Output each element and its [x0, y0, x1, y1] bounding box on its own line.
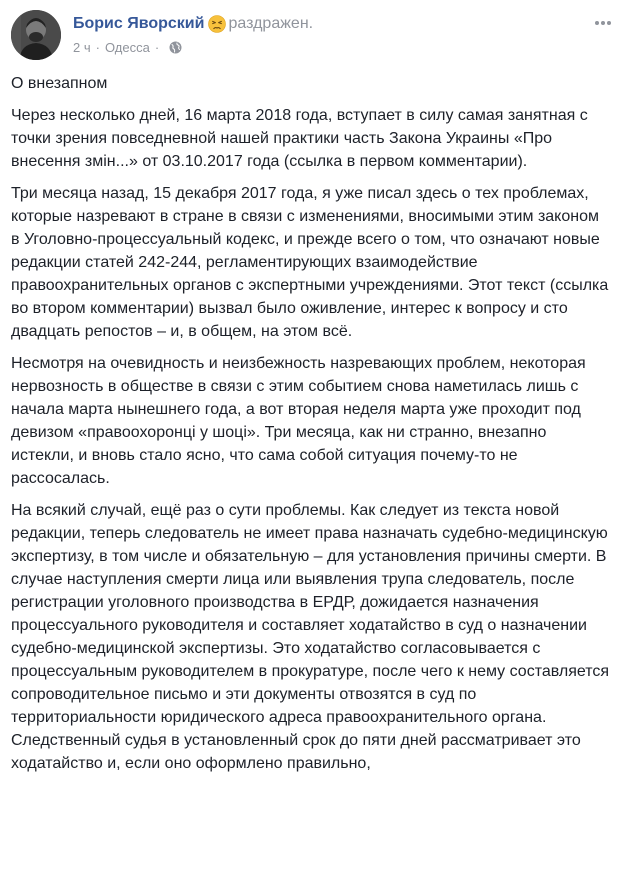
meta-separator: ·: [95, 39, 100, 55]
post-paragraph: Три месяца назад, 15 декабря 2017 года, я уже писал здесь о тех проблемах, которые назревают в стране в связи с изменениями, вносимыми этим законом в Уголовно-процессуальный кодекс, и прежде всего о том, что означают новые редакции статей 242-244, регламентирующих взаимодействие правоохранительных органов с экспертными учреждениями. Этот текст (ссылка во втором комментарии) вызвал было оживление, интерес к вопросу и сто двадцать репостов – и, в общем, на этом всё.: [11, 185, 609, 340]
post-meta: [73, 38, 182, 56]
post-paragraph: Через несколько дней, 16 марта 2018 года, вступает в силу самая занятная с точки зрения повседневной нашей практики часть Закона Украины «Про внесення змін...» от 03.10.2017 года (ссылка в первом комментарии).: [11, 107, 588, 170]
post-paragraph: На всякий случай, ещё раз о сути проблемы. Как следует из текста новой редакции, теперь следователь не имеет права назначать судебно-медицинскую экспертизу, в том числе и обязательную – для установления причины смерти. В случае наступления смерти лица или выявления трупа следователь, после регистрации уголовного производства в ЕРДР, дожидается назначения процессуального руководителя и составляет ходатайство в суд о назначении судебно-медицинской экспертизы. Это ходатайство согласовывается с процессуальным руководителем в прокуратуре, после чего к нему составляется сопроводительное письмо и эти документы отвозятся в суд по территориальности юридического адреса правоохранительного органа. Следственный судья в установленный срок до пяти дней рассматривает это ходатайство и, если оно оформлено правильно,: [11, 502, 610, 772]
post-paragraph: О внезапном: [11, 75, 108, 92]
post-paragraph: Несмотря на очевидность и неизбежность назревающих проблем, некоторая нервозность в обществе в связи с этим событием снова наметилась лишь с начала марта нынешнего года, а вот вторая неделя марта уже проходит под девизом «правоохоронці у шоці». Три месяца, как ни странно, внезапно истекли, и вновь стало ясно, что сама собой ситуация почему-то не рассосалась.: [11, 355, 586, 487]
post-timestamp[interactable]: 2 ч: [73, 39, 91, 55]
post-text: [11, 72, 611, 784]
persevering-face-emoji-icon: [208, 15, 226, 33]
feeling-text: раздражен.: [228, 15, 314, 32]
post-location[interactable]: Одесса: [104, 39, 150, 55]
author-line: [73, 12, 313, 36]
author-name[interactable]: Борис Яворский: [73, 15, 205, 32]
author-avatar[interactable]: [11, 10, 61, 60]
more-options-icon[interactable]: [593, 16, 613, 28]
meta-separator: ·: [154, 39, 160, 55]
author-photo: [11, 10, 61, 60]
globe-icon[interactable]: [169, 41, 182, 54]
post-header: [11, 10, 613, 60]
